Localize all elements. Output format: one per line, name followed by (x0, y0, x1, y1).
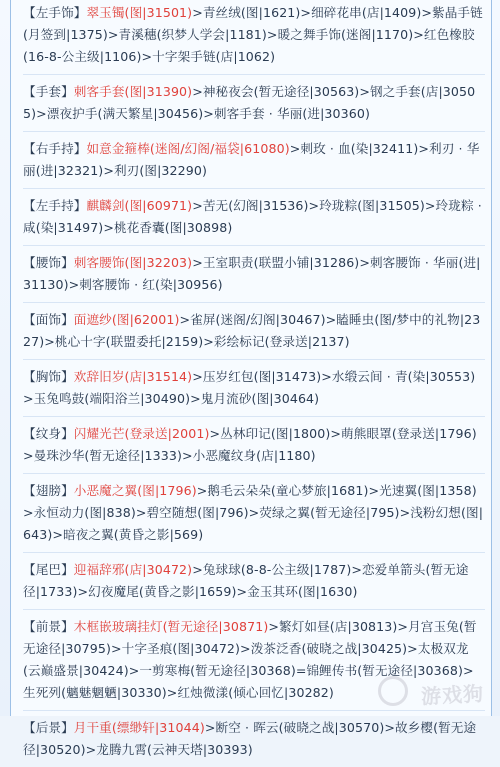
top-item-highlight: 月干重(缥缈轩|31044) (73, 720, 205, 735)
item-ranking-text: >压岁红包(图|31473)>水缎云间 · 青(染|30553)>玉兔鸣鼓(端阳浴兰|30490)>鬼月流砂(图|30464) (23, 369, 476, 406)
section-divider (23, 473, 485, 474)
section-divider (23, 609, 485, 610)
category-label: 【尾巴】 (23, 562, 74, 577)
item-ranking-text: >神秘夜会(暂无途径|30563)>钢之手套(店|30505)>漂夜护手(满天繁星|30456)>刺客手套 · 华丽(进|30360) (23, 84, 476, 121)
item-ranking-text: >雀屏(迷阁/幻阁|30467)>瞌睡虫(图/梦中的礼物|2327)>桃心十字(联盟委托|2159)>彩绘标记(登录送|2137) (23, 312, 481, 349)
item-ranking-text: >断空 · 晖云(破晓之战|30570)>故乡樱(暂无途径|30520)>龙腾九霄(云神天塔|30393) (23, 720, 477, 757)
top-item-highlight: 刺客手套(图|31390) (73, 84, 193, 99)
top-item-highlight: 如意金箍棒(迷阁/幻阁/福袋|61080) (86, 141, 290, 156)
top-item-highlight: 闪耀光芒(登录送|2001) (73, 426, 210, 441)
category-label: 【左手饰】 (23, 5, 87, 20)
item-ranking-text: >兔球球(8-8-公主级|1787)>恋爱单箭头(暂无途径|1733)>幻夜魔尾(黄昏之影|1659)>金玉其环(图|1630) (23, 562, 469, 599)
watermark-logo-icon (378, 676, 408, 706)
section-divider (23, 245, 485, 246)
category-label: 【纹身】 (23, 426, 74, 441)
top-item-highlight: 迎福辞邪(店|30472) (73, 562, 193, 577)
category-paragraph (23, 559, 485, 603)
section-divider (23, 359, 485, 360)
category-paragraph (23, 309, 485, 353)
top-item-highlight: 木框嵌玻璃挂灯(暂无途径|30871) (73, 619, 269, 634)
category-label: 【左手持】 (23, 198, 87, 213)
category-paragraph (23, 616, 485, 704)
item-ranking-text: >王室职责(联盟小铺|31286)>刺客腰饰 · 华丽(进|31130)>刺客腰饰 · 红(染|30956) (23, 255, 481, 292)
top-item-highlight: 欢辞旧岁(店|31514) (73, 369, 193, 384)
category-paragraph (23, 366, 485, 410)
top-item-highlight: 麒麟剑(图|60971) (86, 198, 193, 213)
category-paragraph (23, 717, 485, 761)
category-label: 【后景】 (23, 720, 74, 735)
category-label: 【翅膀】 (23, 483, 74, 498)
category-paragraph (23, 81, 485, 125)
category-paragraph (23, 252, 485, 296)
section-divider (23, 302, 485, 303)
category-label: 【腰饰】 (23, 255, 74, 270)
item-ranking-text: >繁灯如昼(店|30813)>月宫玉兔(暂无途径|30795)>十字圣痕(图|30472)>泼茶泛香(破晓之战|30425)>太极双龙(云巅盛景|30424)>一剪寒梅(暂无途径|30368)=锦鲤传书(暂无途径|30368)>生死列(魑魅魍魉|30330)>红烛微漾(倾心回忆|30282) (23, 619, 477, 700)
category-paragraph (23, 138, 485, 182)
top-item-highlight: 面遮纱(图|62001) (73, 312, 180, 327)
item-ranking-text: >青丝绒(图|1621)>细碎花串(店|1409)>紫晶手链(月签到|1375)>青溪穗(织梦人学会|1181)>暖之舞手饰(迷阁|1170)>红色橡胶(16-8-公主级|1106)>十字架手链(店|1062) (23, 5, 483, 64)
item-ranking-text: >丛林印记(图|1800)>萌熊眼罩(登录送|1796)>曼珠沙华(暂无途径|1333)>小恶魔纹身(店|1180) (23, 426, 477, 463)
section-divider (23, 131, 485, 132)
category-paragraph (23, 423, 485, 467)
section-divider (23, 74, 485, 75)
section-divider (23, 710, 485, 711)
category-label: 【面饰】 (23, 312, 74, 327)
section-divider (23, 552, 485, 553)
top-item-highlight: 翠玉镯(图|31501) (86, 5, 193, 20)
top-item-highlight: 小恶魔之翼(图|1796) (73, 483, 197, 498)
category-label: 【胸饰】 (23, 369, 74, 384)
item-ranking-text: >鹅毛云朵朵(童心梦旅|1681)>光速翼(图|1358)>永恒动力(图|838)>碧空随想(图|796)>荧绿之翼(暂无途径|795)>浅粉幻想(图|643)>暗夜之翼(黄昏之影|569) (23, 483, 484, 542)
section-divider (23, 188, 485, 189)
category-paragraph (23, 2, 485, 68)
category-label: 【右手持】 (23, 141, 87, 156)
category-label: 【手套】 (23, 84, 74, 99)
category-label: 【前景】 (23, 619, 74, 634)
category-paragraph (23, 195, 485, 239)
item-list (23, 2, 485, 767)
section-divider (23, 416, 485, 417)
top-item-highlight: 刺客腰饰(图|32203) (73, 255, 193, 270)
category-paragraph (23, 480, 485, 546)
content-panel (10, 0, 492, 757)
item-ranking-text: >刺玫 · 血(染|32411)>利刃 · 华丽(进|32321)>利刃(图|32290) (23, 141, 480, 178)
item-ranking-text: >苦无(幻阁|31536)>玲珑粽(图|31505)>玲珑粽 · 咸(染|31497)>桃花香囊(图|30898) (23, 198, 482, 235)
watermark-text: 游戏狗 (420, 681, 485, 709)
